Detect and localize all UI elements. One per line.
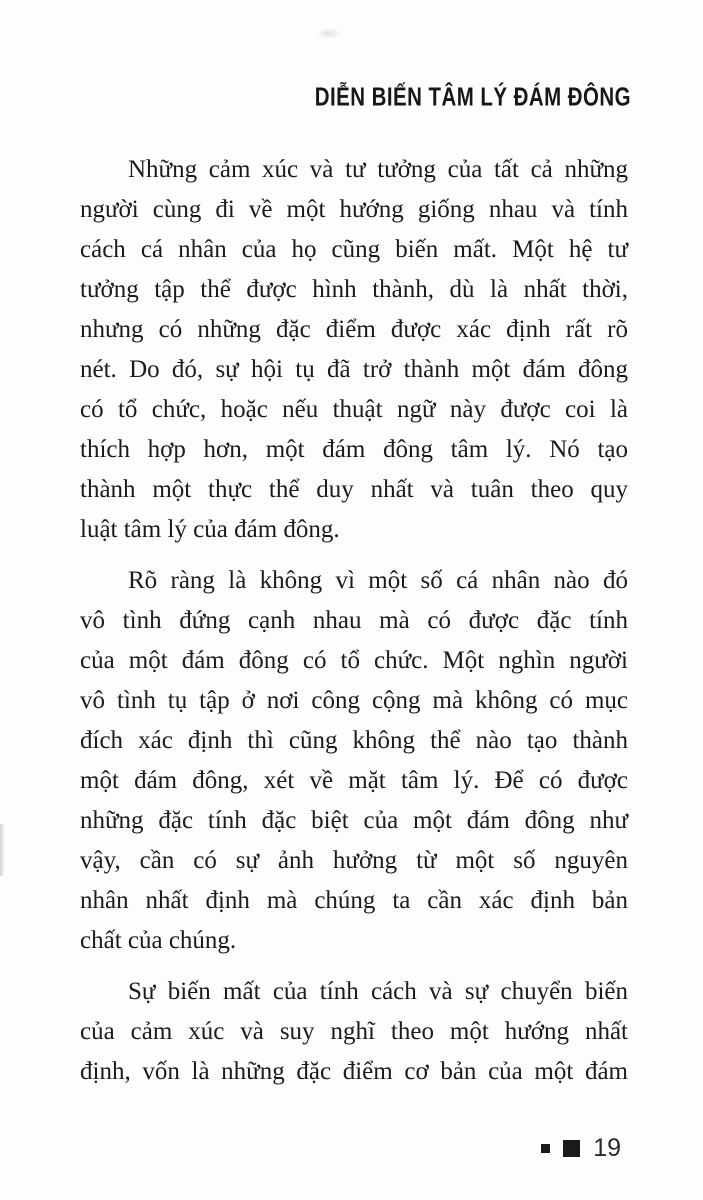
text-line: định, vốn là những đặc điểm cơ bản của một đám xyxy=(80,1058,628,1085)
text-line: luật tâm lý của đám đông. xyxy=(80,516,340,543)
text-line: Sự biến mất của tính cách và sự chuyển biến xyxy=(128,978,628,1005)
body-text xyxy=(80,150,628,1092)
text-line: cách cá nhân của họ cũng biến mất. Một hệ tư xyxy=(80,236,628,263)
text-line: vô tình tụ tập ở nơi công cộng mà không có mục xyxy=(80,687,628,714)
scan-smudge-artifact xyxy=(316,28,342,39)
text-line: thành một thực thể duy nhất và tuân theo quy xyxy=(80,476,628,503)
text-line: nhân nhất định mà chúng ta cần xác định bản xyxy=(80,887,628,914)
scan-edge-artifact xyxy=(0,824,5,876)
text-line: Những cảm xúc và tư tưởng của tất cả những xyxy=(128,156,628,183)
text-line: vô tình đứng cạnh nhau mà có được đặc tính xyxy=(80,607,628,634)
paragraph xyxy=(80,150,628,550)
text-line: tưởng tập thể được hình thành, dù là nhất thời, xyxy=(80,276,628,303)
text-line: những đặc tính đặc biệt của một đám đông như xyxy=(80,807,628,834)
text-line: một đám đông, xét về mặt tâm lý. Để có được xyxy=(80,767,628,794)
page-number: 19 xyxy=(593,1134,621,1162)
paragraph xyxy=(80,972,628,1092)
text-line: có tổ chức, hoặc nếu thuật ngữ này được coi là xyxy=(80,396,628,423)
small-square-icon xyxy=(541,1144,550,1153)
text-line: của một đám đông có tổ chức. Một nghìn người xyxy=(80,647,628,674)
text-line: đích xác định thì cũng không thể nào tạo thành xyxy=(80,727,628,754)
text-line: chất của chúng. xyxy=(80,927,237,954)
large-square-icon xyxy=(563,1140,580,1157)
text-line: người cùng đi về một hướng giống nhau và tính xyxy=(80,196,628,223)
text-line: thích hợp hơn, một đám đông tâm lý. Nó tạo xyxy=(80,436,628,463)
paragraph xyxy=(80,561,628,961)
text-line: Rõ ràng là không vì một số cá nhân nào đó xyxy=(128,567,628,594)
text-line: của cảm xúc và suy nghĩ theo một hướng nhất xyxy=(80,1018,628,1045)
text-line: nhưng có những đặc điểm được xác định rất rõ xyxy=(80,316,628,343)
text-line: vậy, cần có sự ảnh hưởng từ một số nguyên xyxy=(80,847,628,874)
text-line: nét. Do đó, sự hội tụ đã trở thành một đám đông xyxy=(80,356,628,383)
page-footer xyxy=(541,1133,621,1163)
running-header-title: DIỄN BIẾN TÂM LÝ ĐÁM ĐÔNG xyxy=(314,81,631,112)
